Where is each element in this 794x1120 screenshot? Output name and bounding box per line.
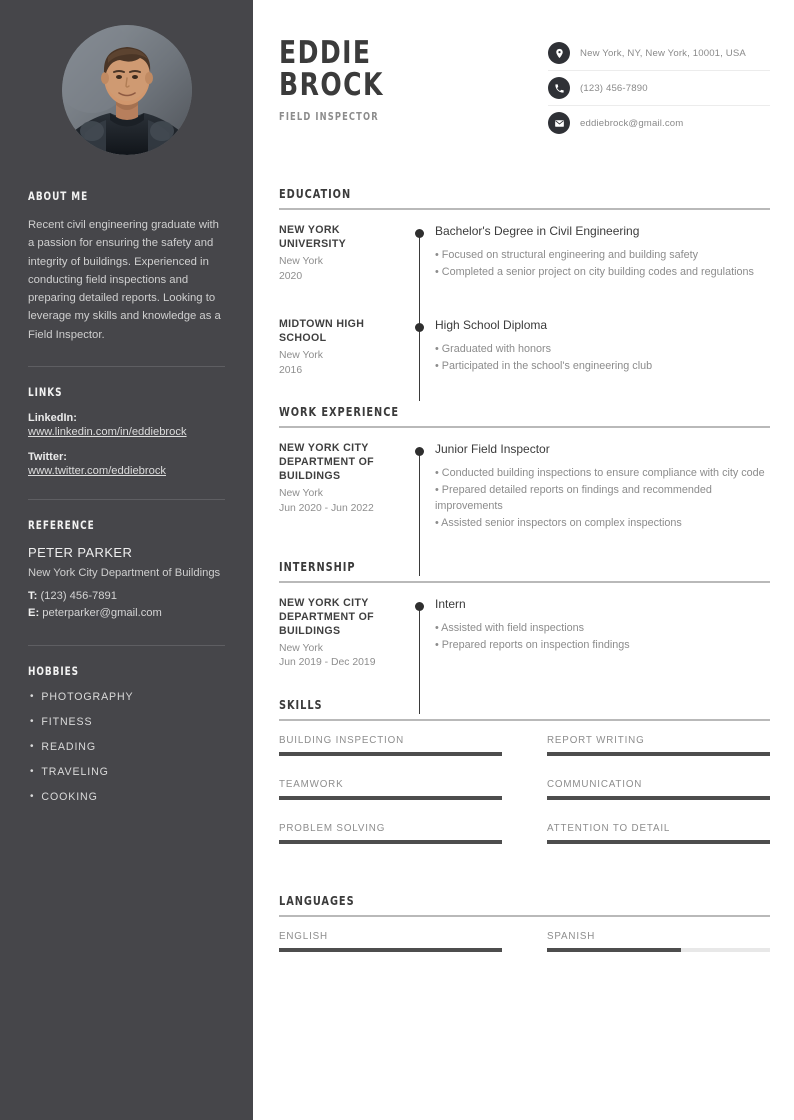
- hobby-label: COOKING: [41, 790, 98, 803]
- timeline-item: [279, 318, 770, 378]
- contact-location: New York, NY, New York, 10001, USA: [580, 47, 746, 59]
- location-pin-icon: [548, 42, 570, 64]
- timeline-organization: NEW YORK CITY DEPARTMENT OF BUILDINGS: [279, 597, 374, 637]
- skills-heading: SKILLS: [279, 697, 323, 713]
- internship-section: [279, 559, 770, 671]
- reference-phone-row: [28, 588, 225, 605]
- contact-phone: (123) 456-7890: [580, 82, 648, 94]
- about-me-text: Recent civil engineering graduate with a passion for ensuring the safety and integrity of buildings. Experienced in conducting field inspections and preparing detailed reports. Looking to leverage my skills and knowledge as a Field Inspector.: [28, 219, 221, 341]
- progress-bar-track: [547, 948, 770, 952]
- timeline-bullet: • Prepared reports on inspection findings: [435, 638, 630, 651]
- timeline-location: New York: [279, 255, 323, 267]
- timeline-organization: NEW YORK CITY DEPARTMENT OF BUILDINGS: [279, 442, 374, 483]
- reference-heading: REFERENCE: [28, 518, 95, 533]
- timeline-organization: MIDTOWN HIGH SCHOOL: [279, 318, 365, 345]
- work-experience-heading: WORK EXPERIENCE: [279, 404, 399, 420]
- timeline-date: Jun 2019 - Dec 2019: [279, 657, 376, 669]
- skill-item: [279, 779, 502, 800]
- timeline-organization: NEW YORK UNIVERSITY: [279, 224, 347, 250]
- reference-organization: New York City Department of Buildings: [28, 567, 221, 580]
- education-heading: EDUCATION: [279, 186, 352, 201]
- link-item-twitter: [28, 451, 225, 477]
- timeline-detail: [433, 597, 770, 671]
- timeline-detail: [433, 318, 770, 378]
- timeline-title: Intern: [435, 597, 466, 611]
- timeline-dot-icon: [415, 323, 424, 332]
- timeline-line: [419, 451, 420, 576]
- envelope-icon: [548, 112, 570, 134]
- timeline-rail: [407, 318, 433, 378]
- education-list: [279, 224, 770, 378]
- timeline-bullet: • Assisted senior inspectors on complex inspections: [435, 517, 682, 530]
- timeline-meta: [279, 224, 407, 284]
- progress-bar-fill: [547, 752, 770, 756]
- timeline-detail: [433, 442, 770, 533]
- progress-bar-track: [279, 948, 502, 952]
- skill-label: PROBLEM SOLVING: [279, 823, 386, 835]
- timeline-location: New York: [279, 350, 323, 361]
- section-rule: [279, 915, 770, 917]
- linkedin-link[interactable]: www.linkedin.com/in/eddiebrock: [28, 426, 187, 439]
- hobby-label: TRAVELING: [41, 765, 109, 778]
- divider: [28, 366, 225, 367]
- languages-heading: LANGUAGES: [279, 893, 355, 909]
- skill-label: REPORT WRITING: [547, 735, 645, 747]
- phone-icon: [548, 77, 570, 99]
- hobby-label: FITNESS: [41, 715, 93, 728]
- skill-item: [547, 779, 770, 800]
- divider: [28, 499, 225, 500]
- progress-bar-track: [547, 796, 770, 800]
- hobby-item: [28, 716, 225, 728]
- timeline-detail: [433, 224, 770, 284]
- timeline-line: [419, 327, 420, 401]
- timeline-date: Jun 2020 - Jun 2022: [279, 502, 374, 514]
- timeline-item: [279, 442, 770, 533]
- contact-email: eddiebrock@gmail.com: [580, 117, 684, 129]
- link-label: LinkedIn:: [28, 412, 77, 425]
- progress-bar-track: [279, 796, 502, 800]
- progress-bar-track: [547, 840, 770, 844]
- reference-email: peterparker@gmail.com: [42, 607, 162, 620]
- timeline-rail: [407, 224, 433, 284]
- progress-bar-fill: [279, 796, 502, 800]
- first-name: EDDIE: [279, 35, 372, 71]
- timeline-dot-icon: [415, 447, 424, 456]
- reference-section: [28, 518, 225, 623]
- divider: [28, 645, 225, 646]
- reference-phone: (123) 456-7891: [40, 589, 117, 602]
- timeline-title: High School Diploma: [435, 318, 548, 333]
- job-role: FIELD INSPECTOR: [279, 110, 379, 123]
- hobbies-heading: HOBBIES: [28, 663, 79, 678]
- work-experience-section: [279, 404, 770, 533]
- progress-bar-track: [279, 840, 502, 844]
- contact-row-location: [548, 36, 770, 71]
- skill-item: [279, 735, 502, 756]
- bullet-icon: •: [30, 741, 35, 753]
- progress-bar-fill: [547, 796, 770, 800]
- timeline-meta: [279, 442, 407, 533]
- timeline-line: [419, 233, 420, 327]
- progress-bar-fill: [279, 840, 502, 844]
- hobby-label: PHOTOGRAPHY: [41, 690, 134, 703]
- bullet-icon: •: [30, 766, 35, 778]
- progress-bar-fill: [547, 840, 770, 844]
- section-rule: [279, 208, 770, 210]
- timeline-bullet: • Graduated with honors: [435, 343, 552, 356]
- timeline-dot-icon: [415, 229, 424, 238]
- timeline-location: New York: [279, 488, 323, 500]
- timeline-bullet: • Completed a senior project on city building codes and regulations: [435, 265, 754, 278]
- name-block: [279, 30, 396, 123]
- reference-name: PETER PARKER: [28, 545, 133, 561]
- skill-item: [547, 735, 770, 756]
- reference-email-row: [28, 605, 225, 622]
- sidebar: [0, 0, 253, 1120]
- section-rule: [279, 581, 770, 583]
- skill-label: TEAMWORK: [279, 779, 344, 791]
- timeline-bullet: • Conducted building inspections to ensure compliance with city code: [435, 467, 765, 480]
- bullet-icon: •: [30, 691, 35, 703]
- hobby-item: [28, 791, 225, 803]
- hobbies-list: [28, 691, 225, 803]
- language-label: ENGLISH: [279, 931, 328, 943]
- contact-list: [548, 30, 770, 140]
- hobby-item: [28, 766, 225, 778]
- avatar: [28, 25, 225, 155]
- timeline-rail: [407, 597, 433, 671]
- internship-heading: INTERNSHIP: [279, 559, 356, 574]
- main-content: [253, 0, 794, 1120]
- hobby-item: [28, 741, 225, 753]
- timeline-meta: [279, 597, 407, 671]
- skill-label: BUILDING INSPECTION: [279, 735, 405, 747]
- portrait-photo: [62, 25, 192, 155]
- skill-label: COMMUNICATION: [547, 779, 643, 791]
- bullet-icon: •: [30, 791, 35, 803]
- contact-row-phone: [548, 71, 770, 106]
- hobby-item: [28, 691, 225, 703]
- header: [279, 30, 770, 140]
- progress-bar-fill: [279, 752, 502, 756]
- timeline-item: [279, 597, 770, 671]
- about-me-heading: ABOUT ME: [28, 189, 89, 203]
- languages-list: [279, 931, 770, 952]
- last-name: BROCK: [279, 66, 384, 103]
- timeline-location: New York: [279, 642, 323, 654]
- links-heading: LINKS: [28, 385, 63, 400]
- timeline-title: Junior Field Inspector: [435, 442, 550, 457]
- work-experience-list: [279, 442, 770, 533]
- timeline-title: Bachelor's Degree in Civil Engineering: [435, 224, 640, 238]
- twitter-link[interactable]: www.twitter.com/eddiebrock: [28, 465, 167, 478]
- bullet-icon: •: [30, 716, 35, 728]
- education-section: [279, 186, 770, 378]
- reference-phone-label: T:: [28, 589, 38, 602]
- hobby-label: READING: [41, 740, 96, 753]
- language-item: [279, 931, 502, 952]
- link-label: Twitter:: [28, 451, 67, 464]
- timeline-item: [279, 224, 770, 284]
- timeline-dot-icon: [415, 602, 424, 611]
- reference-email-label: E:: [28, 607, 40, 620]
- contact-row-email: [548, 106, 770, 140]
- link-item-linkedin: [28, 412, 225, 438]
- skill-item: [279, 823, 502, 844]
- section-rule: [279, 426, 770, 428]
- timeline-bullet: • Prepared detailed reports on findings and recommended improvements: [435, 484, 712, 513]
- internship-list: [279, 597, 770, 671]
- progress-bar-fill: [547, 948, 681, 952]
- skill-item: [547, 823, 770, 844]
- progress-bar-track: [279, 752, 502, 756]
- links-section: [28, 385, 225, 477]
- languages-section: [279, 893, 770, 952]
- skills-section: [279, 697, 770, 867]
- progress-bar-fill: [279, 948, 502, 952]
- progress-bar-track: [547, 752, 770, 756]
- language-item: [547, 931, 770, 952]
- about-me-section: [28, 189, 225, 344]
- timeline-date: 2020: [279, 270, 303, 282]
- timeline-meta: [279, 318, 407, 378]
- timeline-date: 2016: [279, 364, 303, 376]
- timeline-rail: [407, 442, 433, 533]
- section-rule: [279, 719, 770, 721]
- timeline-bullet: • Assisted with field inspections: [435, 622, 585, 634]
- skills-list: [279, 735, 770, 867]
- language-label: SPANISH: [547, 931, 596, 943]
- timeline-bullet: • Focused on structural engineering and building safety: [435, 249, 699, 261]
- hobbies-section: [28, 664, 225, 803]
- timeline-bullet: • Participated in the school's engineering club: [435, 360, 653, 373]
- skill-label: ATTENTION TO DETAIL: [547, 823, 671, 835]
